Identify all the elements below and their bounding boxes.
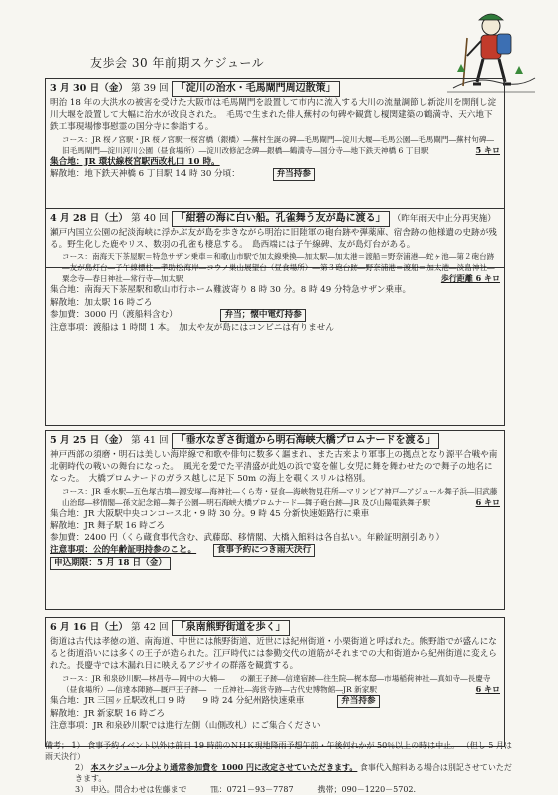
meet-text: 集合地：JR 環状線桜宮駅西改札口 10 時。 [50,156,220,167]
caution: 注意事項：JR 和泉砂川駅では進行左側（山側改札）にご集合ください [50,720,321,731]
caution: 注意事項：渡船は 1 時間 1 本。 加太や友が島にはコンビニは有りません [50,322,334,333]
event-header [50,433,500,449]
event-note: （昨年雨天中止分再実施） [392,214,496,224]
event-number: 第 40 回 [131,213,169,224]
dismiss-point [50,168,500,181]
event-title: 「垂水なぎさ街道から明石海峡大橋プロムナードを渡る」 [172,433,440,449]
meet-point [50,695,500,708]
event-description: 街道は古代は孝徳の道、南海道、中世には熊野街道、近世には紀州街道・小栗街道と呼ばれた。熊野詣でが盛んになると街道沿いには多くの王子が造られた。江戸時代には参勤交代の道筋がそれまでの大和街道から紀州街道に変えられた。長慶寺では木漏れ日に映えるアジサイの群落を観賞する。 [50,637,497,672]
deadline [50,557,500,570]
notes-label: 備考； [45,741,69,750]
event-number: 第 42 回 [131,622,169,633]
note-text-underlined: 本スケジュール分より通常参加費を 1000 円に改定させていただきます。 [90,762,358,772]
deadline-text: 申込期限：5 月 18 日（金） [50,557,171,570]
distance: 6 キロ [475,683,500,694]
meet-point: 集合地：JR 大阪駅中央コンコース北・9 時 30 分。9 時 45 分新快速姫路行に乗車 [50,508,370,519]
event-header [50,620,500,636]
dismiss-point: 解散地：加太駅 16 時ごろ [50,297,153,308]
event-course [50,486,500,508]
event-date: 5 月 25 日（金） [50,435,129,446]
distance: 5 キロ [475,144,500,155]
event-box-42 [45,617,505,747]
distance: 6 キロ [475,496,500,507]
caution [50,544,500,557]
event-title: 「紺碧の海に白い船。孔雀舞う友が島に渡る」 [172,211,390,227]
fee-text: 参加費：3000 円（渡船料含む） [50,309,178,320]
fee [50,309,500,322]
bring-tag: 弁当；懐中電灯持参 [220,309,305,322]
contact-text: 申込。問合わせは佐藤まで ℡：0721－93－7787 携帯；090－1220－5702. [90,785,417,794]
note-number: 1） [71,741,85,750]
caution-text: 注意事項：公的年齢証明持参のこと。 [50,545,197,556]
event-description: 瀬戸内国立公園の紀淡海峡に浮かぶ友が島を歩きながら明治に旧陸軍の砲台跡や弾薬庫、宿舎跡の他様遺の史跡が残る。野生化した鹿やリス、数羽の孔雀も棲息する。 島西端には子午線碑、友が島灯台がある。 [50,228,497,251]
note-text: 食事予約イベント以外は前日 19 時前のＮＨＫ現地降雨予想午前・午後何れかが 50％以上の時は中止。 [87,741,460,750]
course-text: コース：南海天下茶屋駅＝特急サザン乗車＝和歌山市駅で加太線乗換―加太駅―加太港＝渡船＝野奈浦港―蛇ヶ池―第２砲台跡―友が島灯台―子午線標柱―孝助松海岸―コウノ巣山展望台（昼食場所）―第３砲台跡―野奈浦港＝渡船＝加太港―淡島神社―粟念寺―春日神社―常行寺―加太駅 [62,252,495,284]
meet-text: 集合地：JR 三国ヶ丘駅改札口 9 時 9 時 24 分紀州路快速乗車 [50,695,305,706]
course-text: コース：JR 桜ノ宮駅・JR 桜ノ宮駅一桜宮橋（銀橋）―蕪村生誕の碑―毛馬閘門―淀川大堰―毛馬公園―毛馬閘門―蕪村句碑―旧毛馬閘門―淀川河川公園（昼食場所）―淀川改修記念碑―銀橋―鶴満寺―国分寺―地下鉄天神橋 6 丁目駅 [62,134,495,155]
meet-point: 集合地：南海天下茶屋駅和歌山市行ホーム難波寄り 8 時 30 分。8 時 49 分特急サザン乗車。 [50,285,412,296]
note-sub: （但し 5 月は雨天決行） [45,741,512,761]
page-title: 友歩会 30 年前期スケジュール [90,56,265,70]
note-number: 2） [75,763,89,772]
event-number: 第 41 回 [131,435,169,446]
dismiss-text: 解散地：地下鉄天神橋 6 丁目駅 14 時 30 分頃： [50,168,240,179]
event-date: 6 月 16 日（土） [50,622,129,633]
event-box-40 [45,208,505,426]
course-text: コース：JR 垂水駅―五色塚古墳―源安塚―海神社―くら寿・昼食―海峡物見荘所―マリンピア神戸―アジュール舞子浜―旧武藤山治邸―移情閣―孫文記念館―舞子公園―明石海峡大橋プロムナード―舞子砲台跡―JR 及び山陽電鉄舞子駅 [62,486,498,507]
note-1 [45,740,515,762]
meet-point [50,156,500,168]
event-description: 神戸西部の須磨・明石は美しい海岸線で和歌や俳句に数多く謳まれ、また古来より軍事上の拠点となり源平合戦や南北朝時代の戦いの舞台になった。 風光を愛でた平清盛が此処の浜で宴を催し女児に舞を舞わせたので舞子の地名になった。 大橋プロムナードのガラス越しに足下 50m の海上を覗くスリルは格別。 [50,450,498,485]
bring-tag: 弁当持参 [337,695,379,708]
event-number: 第 39 回 [131,83,169,94]
event-description: 明治 18 年の大洪水の被害を受けた大阪市は毛馬閘門を設置して市内に流入する大川の流量調節し新淀川を開削し淀川大堰を設置して大幅に治水が改良された。 毛馬で生まれた俳人蕪村の句碑や観賞し榎関建築の鶴満寺、天六地下鉄工事現場惨事慰霊の国分寺に参詣する。 [50,98,497,133]
dismiss-point: 解散地：JR 舞子駅 16 時ごろ [50,520,165,531]
event-box-41 [45,430,505,610]
event-course [50,134,500,156]
course-text: コース：JR 和泉砂川駅―林昌寺―岡中の大楠― の瀬王子跡―信達宿跡―往生院―梶本邸―市場稲荷神社―真如寺―長慶寺（昼食場所）―信達本陣跡―厩戸王子跡― 一丘神社―海営寺跡―古代史博物館―JR 新家駅 [62,673,491,694]
distance: 歩行距離 6 キロ [440,273,500,284]
event-title: 「淀川の治水・毛馬閘門周辺散策」 [172,81,340,97]
event-header [50,211,500,227]
event-course [50,251,500,284]
note-text: 食事代入館料ある場合は別記させていただきます。 [75,763,512,783]
event-title: 「泉南熊野街道を歩く」 [172,620,290,636]
event-date: 4 月 28 日（土） [50,213,129,224]
event-date: 3 月 30 日（金） [50,83,129,94]
event-header [50,81,500,97]
notes-block [45,740,515,795]
event-course [50,673,500,695]
dismiss-point: 解散地：JR 新家駅 16 時ごろ [50,708,165,719]
bring-tag: 弁当持参 [273,168,315,181]
note-number: 3） [75,785,89,794]
fee: 参加費：2400 円（くら蔵食事代含む、武藤邸、移情閣、大橋入館料は各自払い。年齢証明割引あり） [50,533,445,544]
note-2 [45,762,515,784]
note-3 [45,784,515,795]
rain-tag: 食事予約につき雨天決行 [213,544,315,557]
